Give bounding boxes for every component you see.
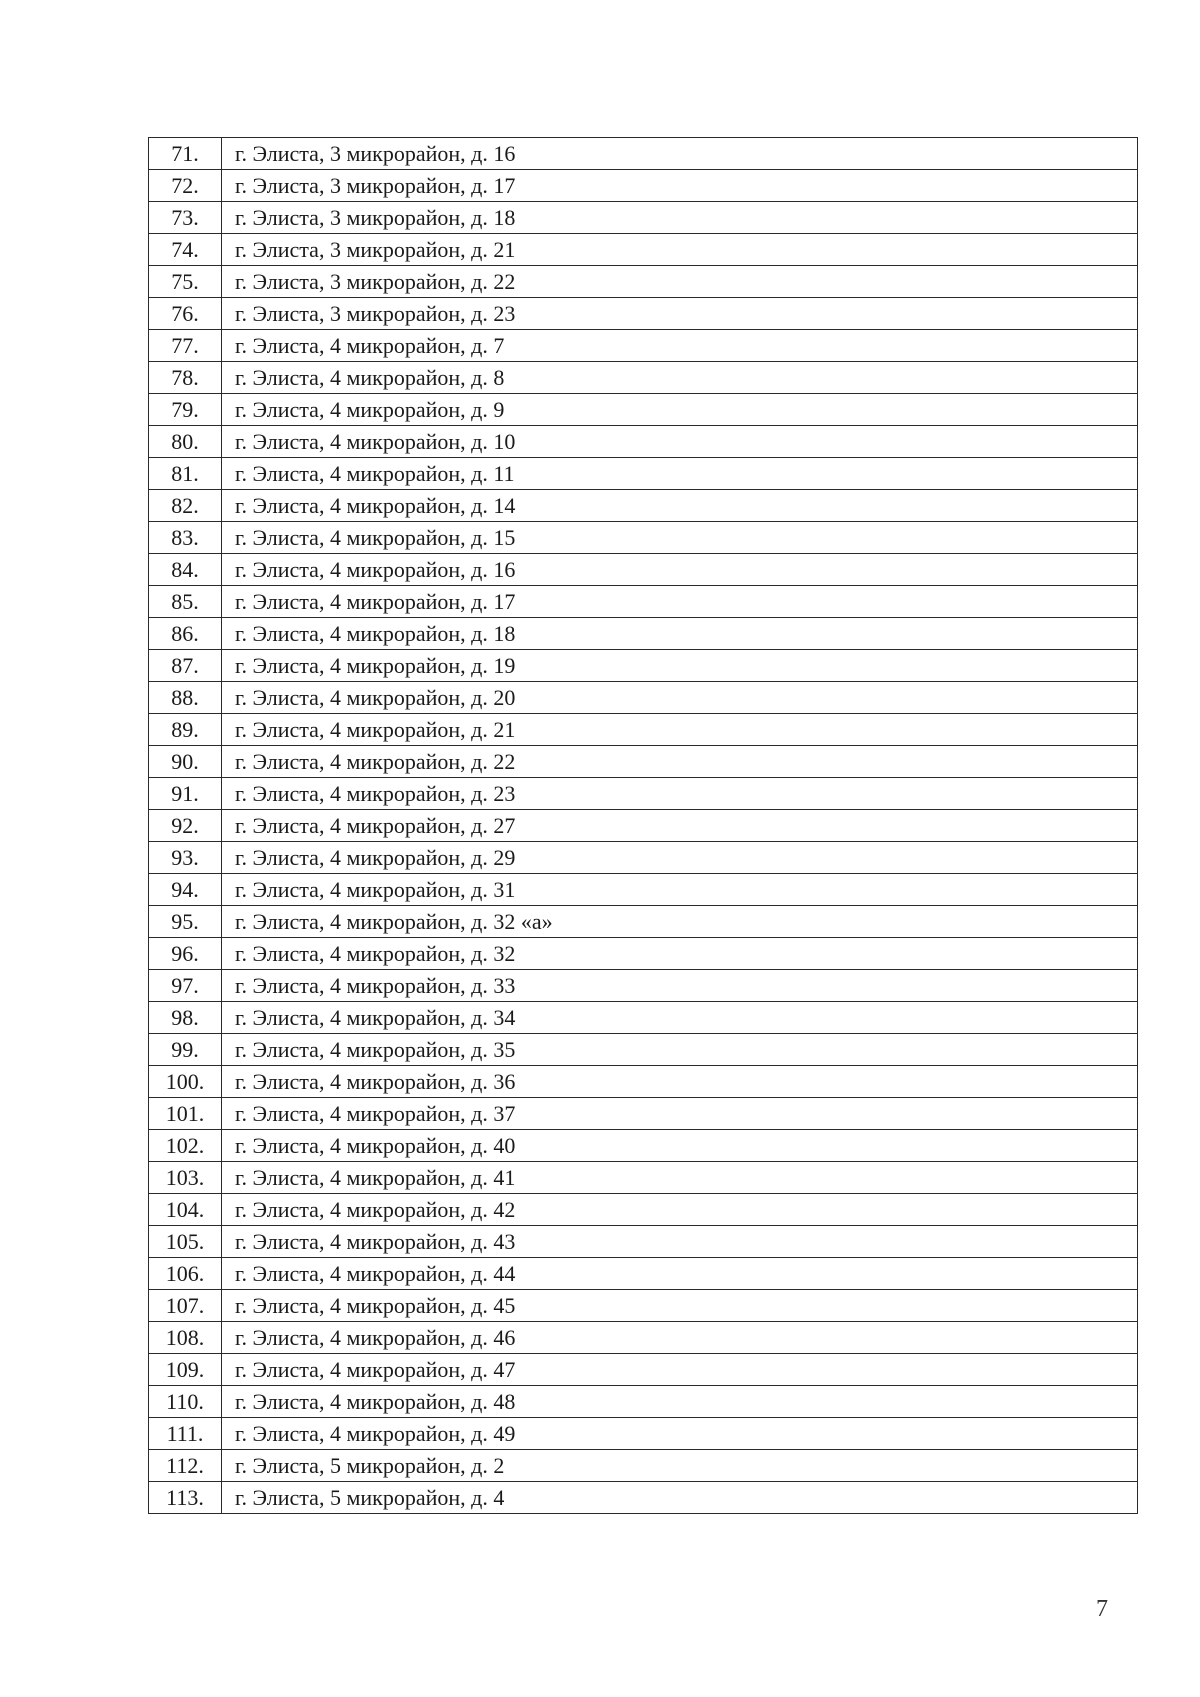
row-number-cell: 83. <box>149 522 222 554</box>
address-cell: г. Элиста, 4 микрорайон, д. 45 <box>222 1290 1138 1322</box>
address-cell: г. Элиста, 3 микрорайон, д. 18 <box>222 202 1138 234</box>
table-row <box>149 138 1138 170</box>
address-cell: г. Элиста, 4 микрорайон, д. 10 <box>222 426 1138 458</box>
row-number-cell: 106. <box>149 1258 222 1290</box>
table-row <box>149 554 1138 586</box>
address-cell: г. Элиста, 4 микрорайон, д. 35 <box>222 1034 1138 1066</box>
row-number-cell: 71. <box>149 138 222 170</box>
row-number-cell: 89. <box>149 714 222 746</box>
row-number-cell: 104. <box>149 1194 222 1226</box>
table-row <box>149 650 1138 682</box>
address-cell: г. Элиста, 4 микрорайон, д. 43 <box>222 1226 1138 1258</box>
address-cell: г. Элиста, 4 микрорайон, д. 47 <box>222 1354 1138 1386</box>
row-number-cell: 72. <box>149 170 222 202</box>
row-number-cell: 75. <box>149 266 222 298</box>
table-row <box>149 298 1138 330</box>
row-number-cell: 88. <box>149 682 222 714</box>
address-cell: г. Элиста, 4 микрорайон, д. 15 <box>222 522 1138 554</box>
row-number-cell: 102. <box>149 1130 222 1162</box>
table-row <box>149 1034 1138 1066</box>
row-number-cell: 77. <box>149 330 222 362</box>
address-cell: г. Элиста, 3 микрорайон, д. 22 <box>222 266 1138 298</box>
row-number-cell: 92. <box>149 810 222 842</box>
table-row <box>149 1066 1138 1098</box>
address-cell: г. Элиста, 4 микрорайон, д. 27 <box>222 810 1138 842</box>
address-cell: г. Элиста, 4 микрорайон, д. 9 <box>222 394 1138 426</box>
address-cell: г. Элиста, 4 микрорайон, д. 22 <box>222 746 1138 778</box>
table-row <box>149 586 1138 618</box>
address-cell: г. Элиста, 4 микрорайон, д. 16 <box>222 554 1138 586</box>
row-number-cell: 113. <box>149 1482 222 1514</box>
address-cell: г. Элиста, 4 микрорайон, д. 36 <box>222 1066 1138 1098</box>
table-row <box>149 266 1138 298</box>
row-number-cell: 84. <box>149 554 222 586</box>
table-row <box>149 490 1138 522</box>
row-number-cell: 73. <box>149 202 222 234</box>
row-number-cell: 78. <box>149 362 222 394</box>
table-row <box>149 778 1138 810</box>
address-cell: г. Элиста, 4 микрорайон, д. 34 <box>222 1002 1138 1034</box>
address-cell: г. Элиста, 4 микрорайон, д. 11 <box>222 458 1138 490</box>
table-row <box>149 458 1138 490</box>
table-row <box>149 1450 1138 1482</box>
address-cell: г. Элиста, 4 микрорайон, д. 7 <box>222 330 1138 362</box>
table-row <box>149 1098 1138 1130</box>
row-number-cell: 110. <box>149 1386 222 1418</box>
row-number-cell: 81. <box>149 458 222 490</box>
address-cell: г. Элиста, 4 микрорайон, д. 23 <box>222 778 1138 810</box>
row-number-cell: 97. <box>149 970 222 1002</box>
table-row <box>149 938 1138 970</box>
table-row <box>149 1322 1138 1354</box>
table-row <box>149 1386 1138 1418</box>
table-row <box>149 842 1138 874</box>
table-row <box>149 1130 1138 1162</box>
address-cell: г. Элиста, 4 микрорайон, д. 32 <box>222 938 1138 970</box>
table-row <box>149 1418 1138 1450</box>
row-number-cell: 94. <box>149 874 222 906</box>
row-number-cell: 100. <box>149 1066 222 1098</box>
address-cell: г. Элиста, 5 микрорайон, д. 2 <box>222 1450 1138 1482</box>
table-row <box>149 362 1138 394</box>
table-row <box>149 394 1138 426</box>
row-number-cell: 105. <box>149 1226 222 1258</box>
table-row <box>149 1354 1138 1386</box>
table-row <box>149 1162 1138 1194</box>
address-table-body <box>149 138 1138 1514</box>
address-cell: г. Элиста, 3 микрорайон, д. 17 <box>222 170 1138 202</box>
address-cell: г. Элиста, 4 микрорайон, д. 49 <box>222 1418 1138 1450</box>
address-cell: г. Элиста, 4 микрорайон, д. 33 <box>222 970 1138 1002</box>
row-number-cell: 96. <box>149 938 222 970</box>
address-cell: г. Элиста, 4 микрорайон, д. 21 <box>222 714 1138 746</box>
address-cell: г. Элиста, 4 микрорайон, д. 29 <box>222 842 1138 874</box>
address-cell: г. Элиста, 4 микрорайон, д. 20 <box>222 682 1138 714</box>
row-number-cell: 85. <box>149 586 222 618</box>
table-row <box>149 330 1138 362</box>
row-number-cell: 112. <box>149 1450 222 1482</box>
row-number-cell: 93. <box>149 842 222 874</box>
address-cell: г. Элиста, 3 микрорайон, д. 21 <box>222 234 1138 266</box>
address-cell: г. Элиста, 4 микрорайон, д. 8 <box>222 362 1138 394</box>
address-cell: г. Элиста, 4 микрорайон, д. 19 <box>222 650 1138 682</box>
address-table <box>148 137 1138 1514</box>
table-row <box>149 234 1138 266</box>
row-number-cell: 87. <box>149 650 222 682</box>
row-number-cell: 101. <box>149 1098 222 1130</box>
table-row <box>149 1226 1138 1258</box>
address-cell: г. Элиста, 4 микрорайон, д. 14 <box>222 490 1138 522</box>
address-cell: г. Элиста, 4 микрорайон, д. 48 <box>222 1386 1138 1418</box>
table-row <box>149 426 1138 458</box>
table-row <box>149 1002 1138 1034</box>
address-cell: г. Элиста, 4 микрорайон, д. 32 «а» <box>222 906 1138 938</box>
table-row <box>149 874 1138 906</box>
table-row <box>149 906 1138 938</box>
address-cell: г. Элиста, 4 микрорайон, д. 31 <box>222 874 1138 906</box>
address-cell: г. Элиста, 4 микрорайон, д. 37 <box>222 1098 1138 1130</box>
row-number-cell: 107. <box>149 1290 222 1322</box>
table-row <box>149 1290 1138 1322</box>
table-row <box>149 1194 1138 1226</box>
table-row <box>149 746 1138 778</box>
table-row <box>149 170 1138 202</box>
row-number-cell: 91. <box>149 778 222 810</box>
page-number: 7 <box>1096 1596 1108 1622</box>
row-number-cell: 76. <box>149 298 222 330</box>
row-number-cell: 103. <box>149 1162 222 1194</box>
row-number-cell: 108. <box>149 1322 222 1354</box>
address-cell: г. Элиста, 4 микрорайон, д. 40 <box>222 1130 1138 1162</box>
address-cell: г. Элиста, 3 микрорайон, д. 23 <box>222 298 1138 330</box>
table-row <box>149 618 1138 650</box>
address-cell: г. Элиста, 4 микрорайон, д. 44 <box>222 1258 1138 1290</box>
row-number-cell: 95. <box>149 906 222 938</box>
address-cell: г. Элиста, 4 микрорайон, д. 46 <box>222 1322 1138 1354</box>
address-cell: г. Элиста, 4 микрорайон, д. 41 <box>222 1162 1138 1194</box>
row-number-cell: 80. <box>149 426 222 458</box>
row-number-cell: 99. <box>149 1034 222 1066</box>
row-number-cell: 90. <box>149 746 222 778</box>
row-number-cell: 82. <box>149 490 222 522</box>
row-number-cell: 109. <box>149 1354 222 1386</box>
table-row <box>149 1482 1138 1514</box>
table-row <box>149 682 1138 714</box>
table-row <box>149 970 1138 1002</box>
address-cell: г. Элиста, 5 микрорайон, д. 4 <box>222 1482 1138 1514</box>
address-cell: г. Элиста, 4 микрорайон, д. 42 <box>222 1194 1138 1226</box>
row-number-cell: 74. <box>149 234 222 266</box>
address-cell: г. Элиста, 4 микрорайон, д. 17 <box>222 586 1138 618</box>
table-row <box>149 714 1138 746</box>
address-cell: г. Элиста, 4 микрорайон, д. 18 <box>222 618 1138 650</box>
table-row <box>149 202 1138 234</box>
row-number-cell: 98. <box>149 1002 222 1034</box>
table-row <box>149 810 1138 842</box>
table-row <box>149 1258 1138 1290</box>
table-row <box>149 522 1138 554</box>
row-number-cell: 86. <box>149 618 222 650</box>
row-number-cell: 111. <box>149 1418 222 1450</box>
row-number-cell: 79. <box>149 394 222 426</box>
address-cell: г. Элиста, 3 микрорайон, д. 16 <box>222 138 1138 170</box>
